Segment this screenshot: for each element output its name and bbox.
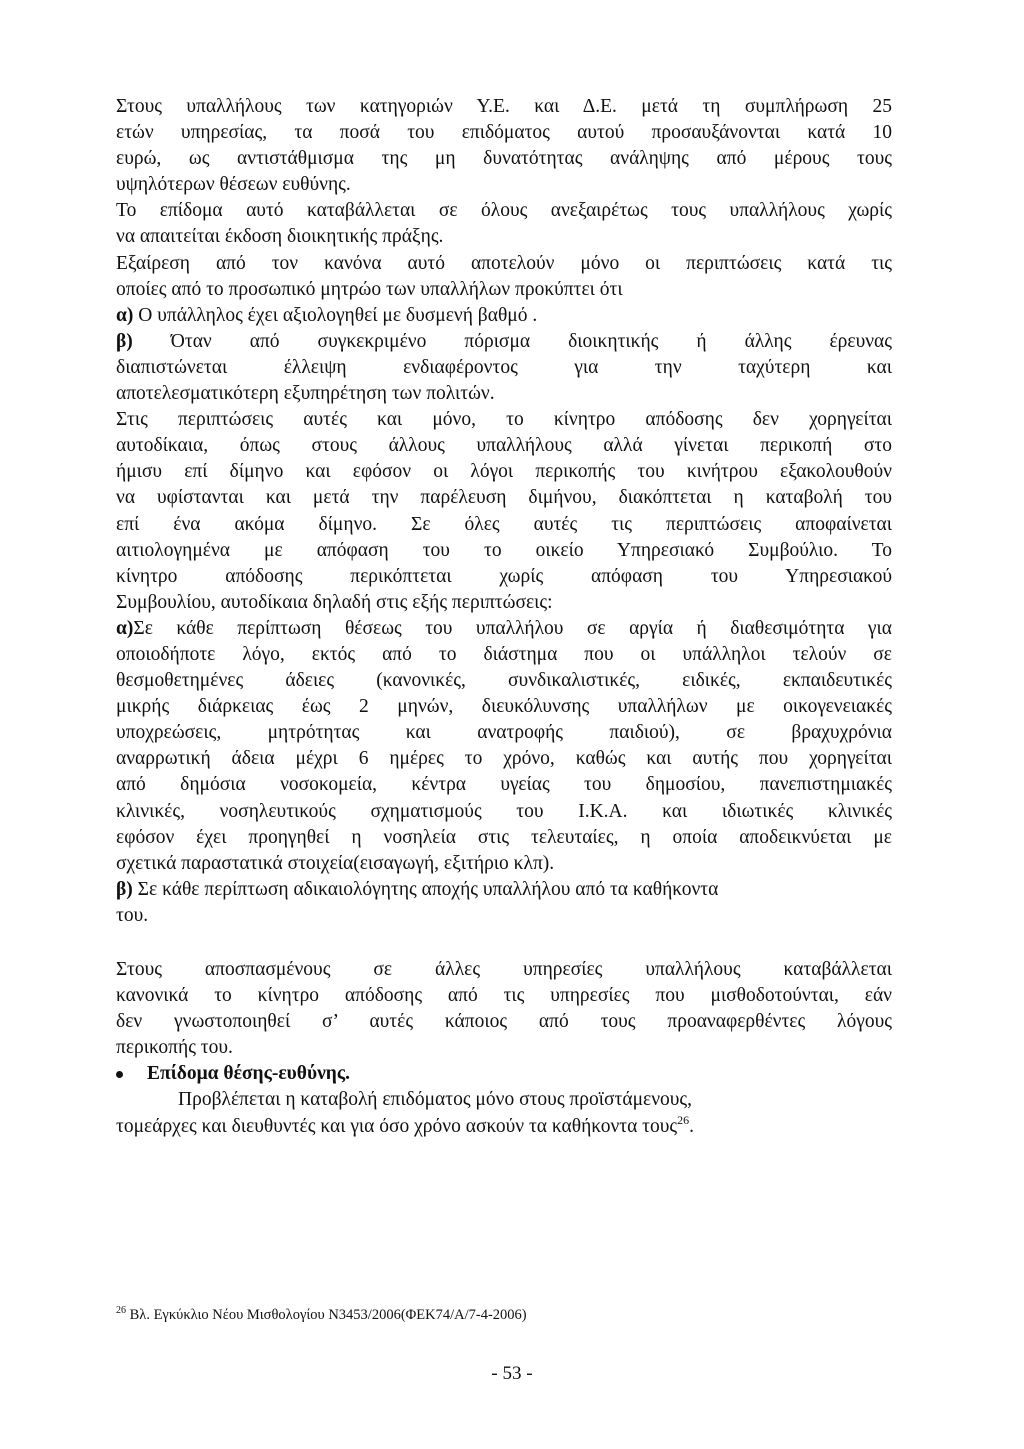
text-line: ήμισυ επί δίμηνο και εφόσον οι λόγοι περικοπής του κινήτρου εξακολουθούν <box>116 461 892 483</box>
text-line: υποχρεώσεις, μητρότητας και ανατροφής παιδιού), σε βραχυχρόνια <box>116 722 892 744</box>
bullet-body <box>116 1087 892 1139</box>
list-item-text: Σε κάθε περίπτωση θέσεως του υπαλλήλου σε αργία ή διαθεσιμότητα για <box>133 617 892 639</box>
footnote-ref: 26 <box>677 1112 690 1127</box>
list-marker: β) <box>116 330 133 352</box>
text-line: υψηλότερων θέσεων ευθύνης. <box>116 174 351 196</box>
bullet-heading: Επίδομα θέσης-ευθύνης. <box>147 1063 350 1085</box>
text-line: διαπιστώνεται έλλειψη ενδιαφέροντος για την ταχύτερη και <box>116 356 892 378</box>
text-line: αποτελεσματικότερη εξυπηρέτηση των πολιτών. <box>116 383 495 405</box>
text-fragment: τομεάρχες και διευθυντές και για όσο χρόνο ασκούν τα καθήκοντα τους <box>116 1115 678 1137</box>
bullet-dot-icon <box>116 1071 123 1078</box>
text-line: από δημόσια νοσοκομεία, κέντρα υγείας του δημοσίου, πανεπιστημιακές <box>116 774 892 796</box>
text-line: κανονικά το κίνητρο απόδοσης από τις υπηρεσίες που μισθοδοτούνται, εάν <box>116 985 892 1007</box>
text-line: του. <box>116 904 149 926</box>
list-marker: β) <box>116 878 133 900</box>
text-line: αιτιολογημένα με απόφαση του το οικείο Υπηρεσιακό Συμβούλιο. Το <box>116 539 892 561</box>
text-line <box>116 1114 892 1140</box>
text-line: Στους αποσπασμένους σε άλλες υπηρεσίες υπαλλήλους καταβάλλεται <box>116 959 892 980</box>
text-line: εφόσον έχει προηγηθεί η νοσηλεία στις τελευταίες, η οποία αποδεικνύεται με <box>116 826 892 848</box>
text-line: αναρρωτική άδεια μέχρι 6 ημέρες το χρόνο, καθώς και αυτής που χορηγείται <box>116 748 892 770</box>
text-line: κλινικές, νοσηλευτικούς σχηματισμούς του Ι.Κ.Α. και ιδιωτικές κλινικές <box>116 800 892 822</box>
case-a <box>116 616 892 642</box>
list-item-b <box>116 329 892 355</box>
text-line: να απαιτείται έκδοση διοικητικής πράξης. <box>116 226 444 248</box>
text-line: οποιοδήποτε λόγο, εκτός από το διάστημα που οι υπάλληλοι τελούν σε <box>116 643 892 665</box>
case-b <box>116 877 892 903</box>
text-line: Προβλέπεται η καταβολή επιδόματος μόνο στους προϊστάμενους, <box>178 1089 693 1111</box>
text-line: οποίες από το προσωπικό μητρώο των υπαλλήλων προκύπτει ότι <box>116 278 623 300</box>
text-line: κίνητρο απόδοσης περικόπτεται χωρίς απόφαση του Υπηρεσιακού <box>116 565 892 587</box>
paragraph-seconded-staff <box>116 957 892 1061</box>
text-line: Συμβουλίου, αυτοδίκαια δηλαδή στις εξής περιπτώσεις: <box>116 591 553 613</box>
paragraph-staff-categories <box>116 94 892 198</box>
list-item-text: Ο υπάλληλος έχει αξιολογηθεί με δυσμενή βαθμό . <box>133 304 538 326</box>
text-line: Στους υπαλλήλους των κατηγοριών Υ.Ε. και Δ.Ε. μετά τη συμπλήρωση 25 <box>116 96 892 117</box>
text-line: αυτοδίκαια, όπως στους άλλους υπαλλήλους αλλά γίνεται περικοπή στο <box>116 435 892 457</box>
text-line: μικρής διάρκειας έως 2 μηνών, διευκόλυνσης υπαλλήλων με οικογενειακές <box>116 696 892 718</box>
text-line: σχετικά παραστατικά στοιχεία(εισαγωγή, εξιτήριο κλπ). <box>116 852 555 874</box>
page-number: - 53 - <box>491 1363 533 1384</box>
list-item-a <box>116 303 892 329</box>
text-line: δεν γνωστοποιηθεί σ’ αυτές κάποιος από τους προαναφερθέντες λόγους <box>116 1011 892 1033</box>
list-marker: α) <box>116 617 134 639</box>
text-fragment: . <box>689 1115 695 1137</box>
text-line: Εξαίρεση από τον κανόνα αυτό αποτελούν μόνο οι περιπτώσεις κατά τις <box>116 252 892 274</box>
text-line: ευρώ, ως αντιστάθμισμα της μη δυνατότητας ανάληψης από μέρους τους <box>116 148 892 170</box>
text-line: περικοπής του. <box>116 1037 233 1059</box>
paragraph-exception <box>116 251 892 408</box>
list-item-text: Σε κάθε περίπτωση αδικαιολόγητης αποχής υπαλλήλου από τα καθήκοντα <box>132 878 719 900</box>
text-line: θεσμοθετημένες άδειες (κανονικές, συνδικαλιστικές, ειδικές, εκπαιδευτικές <box>116 670 892 692</box>
text-line: επί ένα ακόμα δίμηνο. Σε όλες αυτές τις περιπτώσεις αποφαίνεται <box>116 513 892 535</box>
text-line: να υφίστανται και μετά την παρέλευση διμήνου, διακόπτεται η καταβολή του <box>116 487 892 509</box>
document-body <box>116 94 892 1140</box>
footnote-text: Βλ. Εγκύκλιο Νέου Μισθολογίου Ν3453/2006(ΦΕΚ74/Α/7-4-2006) <box>126 1307 527 1323</box>
footnote <box>116 1305 527 1325</box>
text-line: ετών υπηρεσίας, τα ποσά του επιδόματος αυτού προσαυξάνονται κατά 10 <box>116 122 892 144</box>
text-line: Το επίδομα αυτό καταβάλλεται σε όλους ανεξαιρέτως τους υπαλλήλους χωρίς <box>116 200 892 222</box>
text-line: Στις περιπτώσεις αυτές και μόνο, το κίνητρο απόδοσης δεν χορηγείται <box>116 409 892 431</box>
paragraph-spacer <box>116 929 892 957</box>
list-item-text: Όταν από συγκεκριμένο πόρισμα διοικητικής ή άλλης έρευνας <box>132 330 892 352</box>
bullet-item <box>116 1061 892 1087</box>
footnote-number: 26 <box>116 1305 126 1316</box>
paragraph-allowance-paid <box>116 198 892 250</box>
paragraph-incentive-cut <box>116 407 892 929</box>
list-marker: α) <box>116 304 134 326</box>
